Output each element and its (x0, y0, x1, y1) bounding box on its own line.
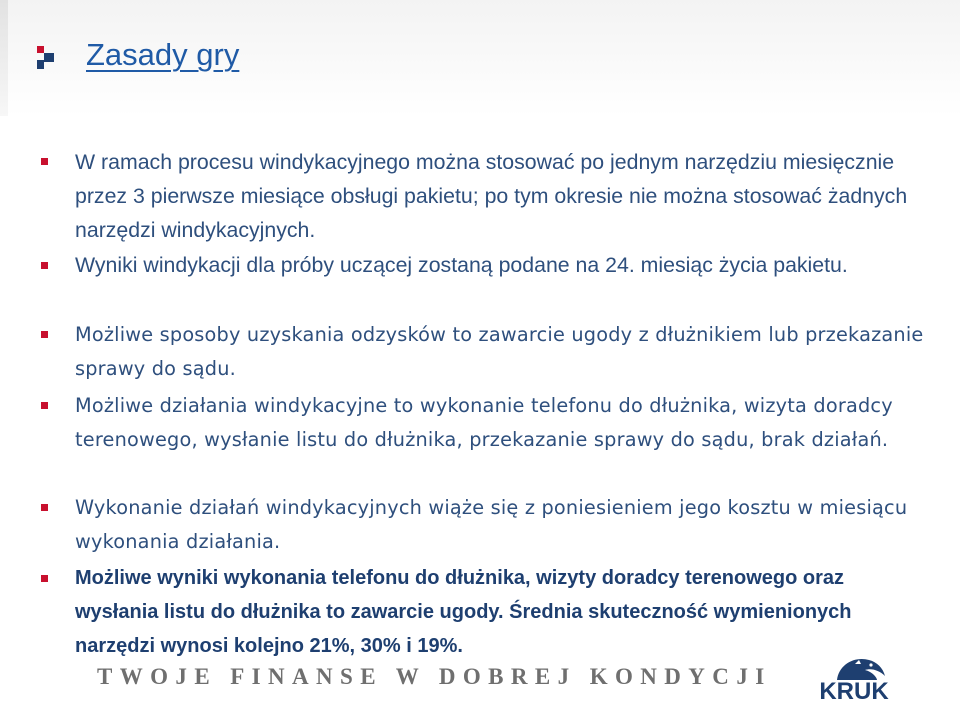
footer-tagline: TWOJE FINANSE W DOBREJ KONDYCJI (97, 664, 772, 689)
bullet-text: W ramach procesu windykacyjnego można stosować po jednym narzędziu miesięcznie przez 3 pierwsze miesiące obsługi pakietu; po tym okresie nie można stosować żadnych narzędzi windykacyjnych. (75, 150, 908, 242)
slide-logo-mark-icon (37, 46, 57, 70)
bullet-marker-icon (41, 504, 48, 511)
slide-title: Zasady gry (86, 37, 240, 72)
bullet-marker-icon (41, 575, 48, 582)
bullet-text: Możliwe wyniki wykonania telefonu do dłużnika, wizyty doradcy terenowego oraz wysłania listu do dłużnika to zawarcie ugody. Średnia skuteczność wymienionych narzędzi wynosi kolejno 21%, 30% i 19%. (75, 567, 852, 657)
bullet-marker-icon (41, 402, 48, 409)
bullet-text: Wyniki windykacji dla próby uczącej zostaną podane na 24. miesiąc życia pakietu. (75, 253, 848, 277)
bullet-marker-icon (41, 262, 48, 269)
brand-name: KRUK (819, 678, 889, 705)
bullet-marker-icon (41, 331, 48, 338)
bullet-marker-icon (41, 158, 48, 165)
left-edge-decoration (0, 0, 8, 116)
bullet-text: Możliwe sposoby uzyskania odzysków to zawarcie ugody z dłużnikiem lub przekazanie sprawy do sądu. (75, 323, 924, 380)
bullet-text: Wykonanie działań windykacyjnych wiąże się z poniesieniem jego kosztu w miesiącu wykonania działania. (75, 496, 908, 553)
bullet-text: Możliwe działania windykacyjne to wykonanie telefonu do dłużnika, wizyta doradcy terenowego, wysłanie listu do dłużnika, przekazanie sprawy do sądu, brak działań. (75, 394, 893, 451)
